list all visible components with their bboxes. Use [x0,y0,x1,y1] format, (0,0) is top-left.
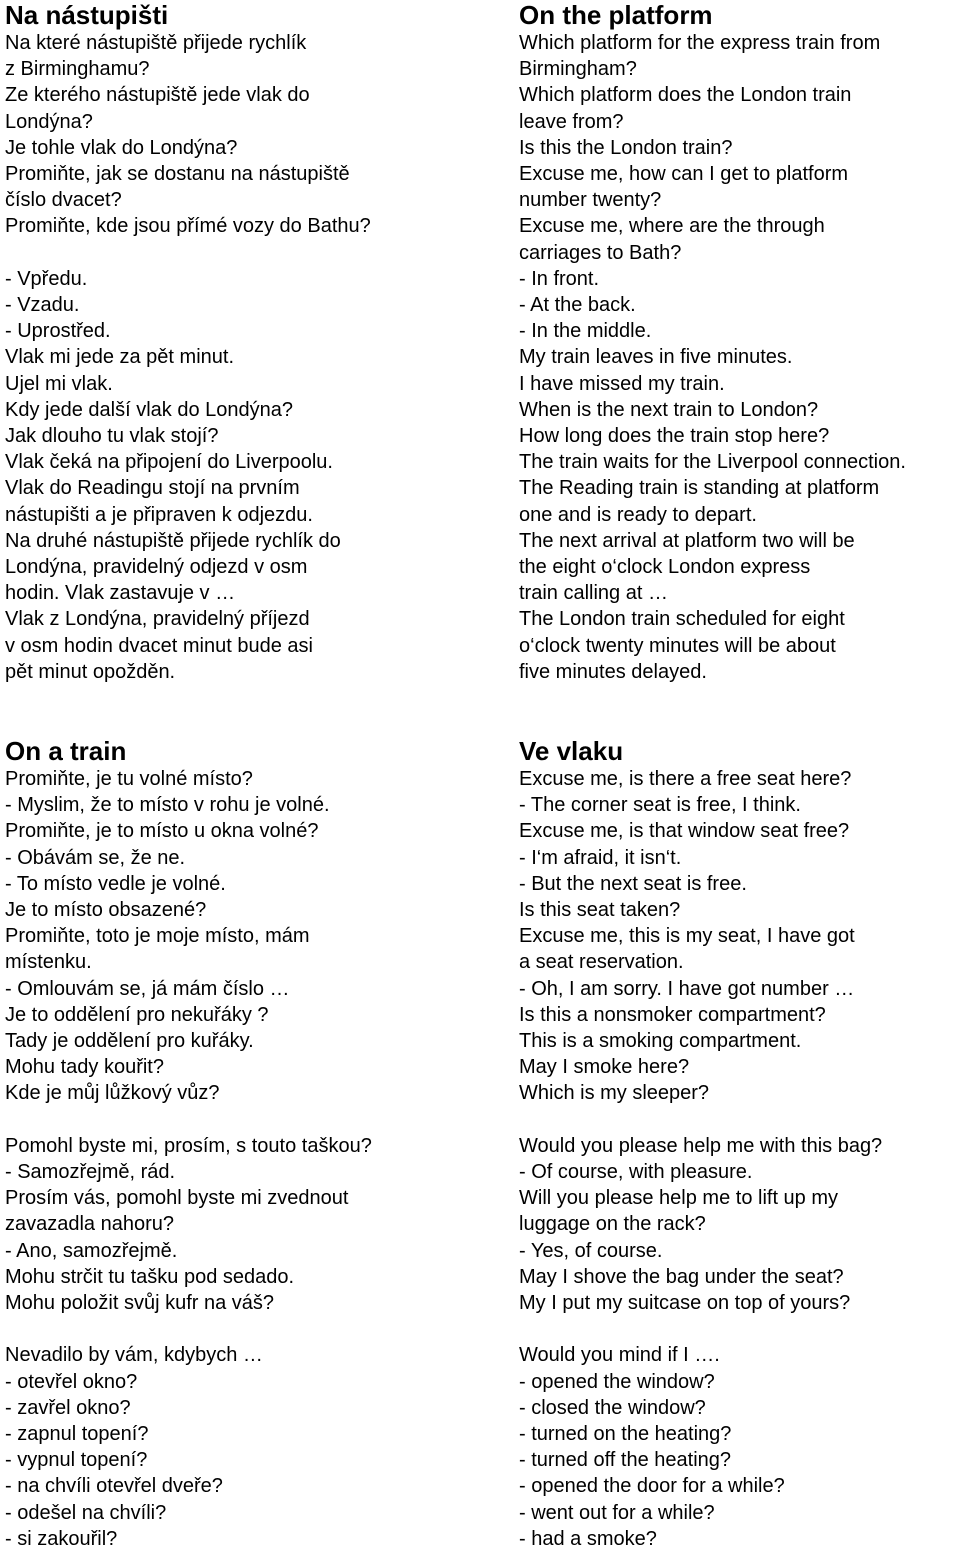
text-line: - na chvíli otevřel dveře? [5,1475,223,1498]
phrase-block [519,766,960,1107]
text-line: Na které nástupiště přijede rychlík [5,32,307,54]
platform-english-column [519,0,960,685]
text-line: number twenty? [519,189,662,212]
text-line: Vlak z Londýna, pravidelný příjezd [5,608,310,631]
text-line: May I smoke here? [519,1056,690,1079]
text-line: místenku. [5,951,92,974]
platform-czech-column [5,0,460,685]
text-line: train calling at … [519,582,668,605]
text-line: Je to oddělení pro nekuřáky ? [5,1003,269,1026]
platform-czech-heading: Na nástupišti [5,0,169,30]
text-line: nástupišti a je připraven k odjezdu. [5,503,313,526]
text-line: Which platform for the express train from [519,32,881,54]
text-line: The train waits for the Liverpool connection. [519,451,906,474]
text-line: - In front. [519,267,600,290]
phrase-block [5,766,460,1107]
text-line: - In the middle. [519,320,652,343]
text-line: Tady je oddělení pro kuřáky. [5,1030,254,1053]
text-line: - closed the window? [519,1396,706,1419]
text-line: - To místo vedle je volné. [5,872,226,895]
text-line: Mohu strčit tu tašku pod sedado. [5,1265,295,1288]
text-line: I have missed my train. [519,372,725,395]
text-line: The Reading train is standing at platform [519,477,880,500]
text-line: Which is my sleeper? [519,1082,710,1105]
text-line: Promiňte, toto je moje místo, mám [5,925,310,948]
text-line: Promiňte, kde jsou přímé vozy do Bathu? [5,215,371,238]
train-english-column [519,736,960,1552]
text-line: Jak dlouho tu vlak stojí? [5,425,219,448]
text-line: v osm hodin dvacet minut bude asi [5,634,313,657]
text-line: - Vpředu. [5,267,88,290]
text-line: Birmingham? [519,58,637,81]
text-line: Je to místo obsazené? [5,899,207,922]
text-line: Excuse me, where are the through [519,215,825,238]
train-left-heading: On a train [5,736,127,766]
text-line: Which platform does the London train [519,84,852,107]
text-line: - I‘m afraid, it isn‘t. [519,846,682,869]
text-line: Ze kterého nástupiště jede vlak do [5,84,310,107]
text-line: Kdy jede další vlak do Londýna? [5,398,293,421]
text-line: Pomohl byste mi, prosím, s touto taškou? [5,1134,372,1157]
text-line: - otevřel okno? [5,1370,138,1393]
text-line: Vlak do Readingu stojí na prvním [5,477,300,500]
train-czech-column [5,736,460,1552]
text-line: carriages to Bath? [519,241,682,264]
text-line: Vlak čeká na připojení do Liverpoolu. [5,451,333,474]
text-line: My train leaves in five minutes. [519,346,793,369]
text-line: - Vzadu. [5,294,80,317]
text-line: Na druhé nástupiště přijede rychlík do [5,529,341,552]
text-line: - zavřel okno? [5,1396,131,1419]
text-line: five minutes delayed. [519,660,707,683]
text-line: Londýna, pravidelný odjezd v osm [5,556,308,579]
phrase-block [519,1133,960,1316]
text-line: Mohu tady kouřit? [5,1056,164,1079]
text-line: zavazadla nahoru? [5,1213,175,1236]
text-line: - Yes, of course. [519,1239,663,1262]
text-line: the eight o‘clock London express [519,556,811,579]
text-line: - Myslim, že to místo v rohu je volné. [5,794,330,817]
text-line: Will you please help me to lift up my [519,1187,839,1210]
text-line [5,240,460,266]
text-line: hodin. Vlak zastavuje v … [5,582,236,605]
text-line: How long does the train stop here? [519,425,830,448]
train-right-heading: Ve vlaku [519,736,624,766]
text-line: Is this the London train? [519,136,733,159]
text-line: - turned off the heating? [519,1449,732,1472]
text-line: leave from? [519,110,624,133]
text-line: pět minut opožděn. [5,660,176,683]
text-line: - went out for a while? [519,1501,715,1524]
text-line: Promiňte, jak se dostanu na nástupiště [5,163,350,186]
text-line: The next arrival at platform two will be [519,529,855,552]
text-line: Nevadilo by vám, kdybych … [5,1344,263,1367]
text-line: Mohu položit svůj kufr na váš? [5,1292,275,1315]
text-line: Prosím vás, pomohl byste mi zvednout [5,1187,349,1210]
text-line: z Birminghamu? [5,58,150,81]
text-line: - Ano, samozřejmě. [5,1239,178,1262]
phrase-block [5,1342,460,1552]
text-line: - Of course, with pleasure. [519,1161,753,1184]
text-line: - The corner seat is free, I think. [519,794,801,817]
text-line: Je tohle vlak do Londýna? [5,136,238,159]
text-line: My I put my suitcase on top of yours? [519,1292,851,1315]
text-line: luggage on the rack? [519,1213,706,1236]
text-line: a seat reservation. [519,951,684,974]
text-line: Promiňte, je to místo u okna volné? [5,820,319,843]
text-line: Is this a nonsmoker compartment? [519,1003,826,1026]
text-line: - At the back. [519,294,636,317]
text-line: - odešel na chvíli? [5,1501,167,1524]
text-line: - Samozřejmě, rád. [5,1161,176,1184]
text-line: Londýna? [5,110,93,133]
text-line: Kde je můj lůžkový vůz? [5,1082,220,1105]
text-line: Excuse me, is that window seat free? [519,820,850,843]
phrase-block [519,1342,960,1552]
text-line: Would you please help me with this bag? [519,1134,883,1157]
train-english-blocks [519,766,960,1552]
text-line: When is the next train to London? [519,398,819,421]
text-line: The London train scheduled for eight [519,608,845,631]
text-line: číslo dvacet? [5,189,122,212]
phrase-block [5,1133,460,1316]
text-line: - But the next seat is free. [519,872,747,895]
text-line: - opened the window? [519,1370,715,1393]
text-line: Excuse me, is there a free seat here? [519,768,852,790]
platform-english-heading: On the platform [519,0,713,30]
text-line: Is this seat taken? [519,899,681,922]
text-line: Ujel mi vlak. [5,372,113,395]
text-line: Excuse me, how can I get to platform [519,163,849,186]
text-line: - Omlouvám se, já mám číslo … [5,977,290,1000]
text-line: - vypnul topení? [5,1449,148,1472]
text-line: - zapnul topení? [5,1423,149,1446]
text-line: Vlak mi jede za pět minut. [5,346,234,369]
block-spacer [519,1107,960,1133]
text-line: May I shove the bag under the seat? [519,1265,844,1288]
text-line: - Obávám se, že ne. [5,846,186,869]
text-line: - had a smoke? [519,1527,657,1550]
text-line: - Uprostřed. [5,320,111,343]
text-line: Excuse me, this is my seat, I have got [519,925,855,948]
block-spacer [5,1107,460,1133]
platform-english-lines [519,30,960,685]
text-line: Promiňte, je tu volné místo? [5,768,253,790]
train-czech-blocks [5,766,460,1552]
block-spacer [5,1316,460,1342]
text-line: - turned on the heating? [519,1423,732,1446]
text-line: o‘clock twenty minutes will be about [519,634,836,657]
text-line: This is a smoking compartment. [519,1030,802,1053]
text-line: one and is ready to depart. [519,503,757,526]
text-line: Would you mind if I …. [519,1344,720,1367]
text-line: - si zakouřil? [5,1527,118,1550]
text-line: - Oh, I am sorry. I have got number … [519,977,855,1000]
text-line: - opened the door for a while? [519,1475,785,1498]
block-spacer [519,1316,960,1342]
platform-czech-lines [5,30,460,685]
